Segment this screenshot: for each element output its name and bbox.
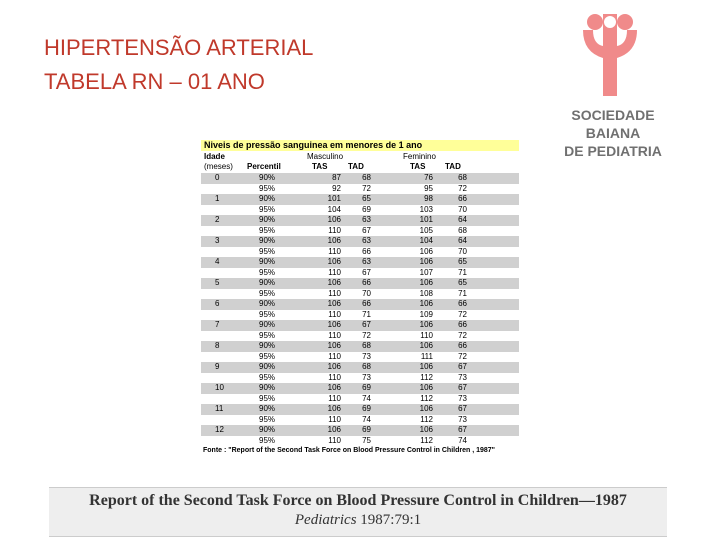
table-row <box>201 184 519 195</box>
table-row <box>201 362 519 373</box>
cell-male-tas: 110 <box>328 309 341 319</box>
cell-age: 10 <box>215 383 224 392</box>
cell-percentil: 90% <box>259 425 276 434</box>
cell-male-tas: 87 <box>332 173 341 182</box>
table-row <box>201 310 519 321</box>
cell-male-tas: 106 <box>327 404 341 413</box>
table-row <box>201 226 519 237</box>
header-male-tas: TAS <box>312 162 328 171</box>
table-row <box>201 320 519 331</box>
cell-female-tas: 106 <box>419 278 433 287</box>
cell-percentil: 95% <box>259 393 276 403</box>
cell-male-tad: 63 <box>362 257 371 266</box>
cell-male-tas: 106 <box>327 257 341 266</box>
header-female-tad: TAD <box>445 162 461 171</box>
header-percentil: Percentil <box>247 162 281 171</box>
cell-male-tas: 106 <box>327 320 341 329</box>
cell-male-tad: 67 <box>362 267 371 277</box>
cell-female-tad: 65 <box>458 257 467 266</box>
table-row <box>201 415 519 426</box>
table-row <box>201 173 519 184</box>
cell-male-tad: 68 <box>362 173 371 182</box>
cell-female-tas: 111 <box>420 351 433 361</box>
cell-male-tas: 106 <box>327 425 341 434</box>
cell-male-tad: 65 <box>362 194 371 203</box>
cell-percentil: 95% <box>259 204 276 214</box>
cell-male-tad: 66 <box>362 246 371 256</box>
cell-male-tas: 104 <box>327 204 341 214</box>
cell-female-tad: 72 <box>458 351 467 361</box>
cell-male-tad: 66 <box>362 278 371 287</box>
cell-male-tad: 73 <box>362 372 371 382</box>
cell-female-tad: 67 <box>458 404 467 413</box>
cell-female-tad: 67 <box>458 362 467 371</box>
cell-percentil: 90% <box>259 215 276 224</box>
cell-age: 2 <box>215 215 220 224</box>
cell-male-tad: 67 <box>362 320 371 329</box>
cell-female-tas: 106 <box>419 362 433 371</box>
cell-female-tad: 66 <box>458 341 467 350</box>
cell-male-tas: 106 <box>327 215 341 224</box>
table-row <box>201 394 519 405</box>
cell-percentil: 90% <box>259 257 276 266</box>
table-row <box>201 404 519 415</box>
cell-female-tas: 104 <box>419 236 433 245</box>
header-feminino: Feminino <box>403 152 436 161</box>
cell-age: 12 <box>215 425 224 434</box>
cell-female-tad: 72 <box>458 330 467 340</box>
cell-male-tad: 72 <box>362 330 371 340</box>
header-masculino: Masculino <box>307 152 344 161</box>
cell-male-tad: 69 <box>362 404 371 413</box>
cell-percentil: 95% <box>259 435 276 445</box>
cell-percentil: 90% <box>259 194 276 203</box>
cell-male-tad: 71 <box>362 309 371 319</box>
cell-male-tad: 68 <box>362 341 371 350</box>
header-idade: Idade <box>204 152 225 161</box>
cell-female-tas: 106 <box>419 320 433 329</box>
cell-male-tas: 106 <box>327 383 341 392</box>
cell-female-tas: 105 <box>419 225 433 235</box>
cell-percentil: 95% <box>259 183 276 193</box>
table-row <box>201 278 519 289</box>
cell-male-tas: 110 <box>328 225 341 235</box>
cell-female-tas: 106 <box>419 383 433 392</box>
cell-age: 9 <box>215 362 220 371</box>
cell-male-tad: 69 <box>362 204 371 214</box>
cell-percentil: 95% <box>259 246 276 256</box>
cell-age: 7 <box>215 320 220 329</box>
cell-female-tad: 74 <box>458 435 467 445</box>
cell-female-tad: 71 <box>458 288 467 298</box>
cell-female-tas: 106 <box>419 404 433 413</box>
cell-male-tas: 106 <box>327 236 341 245</box>
logo-text-line2: BAIANA <box>585 125 641 141</box>
reference-title: Report of the Second Task Force on Blood Pressure Control in Children—1987 <box>89 492 627 509</box>
cell-percentil: 95% <box>259 288 276 298</box>
cell-male-tas: 110 <box>328 267 341 277</box>
reference-volume: 1987:79:1 <box>356 512 422 528</box>
table-row <box>201 215 519 226</box>
cell-male-tas: 110 <box>328 435 341 445</box>
cell-percentil: 90% <box>259 173 276 182</box>
table-row <box>201 299 519 310</box>
cell-female-tas: 103 <box>419 204 433 214</box>
blood-pressure-table <box>201 140 519 455</box>
cell-female-tas: 108 <box>419 288 433 298</box>
cell-male-tas: 110 <box>328 330 341 340</box>
cell-female-tas: 98 <box>424 194 433 203</box>
cell-female-tas: 112 <box>420 372 433 382</box>
cell-percentil: 90% <box>259 320 276 329</box>
cell-percentil: 90% <box>259 404 276 413</box>
cell-age: 11 <box>215 404 224 413</box>
cell-female-tas: 106 <box>419 425 433 434</box>
cell-female-tas: 106 <box>419 299 433 308</box>
cell-male-tas: 106 <box>327 278 341 287</box>
cell-percentil: 95% <box>259 267 276 277</box>
cell-female-tad: 73 <box>458 414 467 424</box>
table-row <box>201 383 519 394</box>
society-logo <box>556 12 670 157</box>
table-row <box>201 257 519 268</box>
cell-percentil: 95% <box>259 330 276 340</box>
cell-female-tad: 73 <box>458 372 467 382</box>
cell-percentil: 90% <box>259 341 276 350</box>
cell-male-tad: 63 <box>362 215 371 224</box>
cell-percentil: 95% <box>259 351 276 361</box>
table-row <box>201 247 519 258</box>
cell-male-tas: 106 <box>327 341 341 350</box>
cell-male-tad: 74 <box>362 393 371 403</box>
cell-female-tad: 64 <box>458 215 467 224</box>
slide-title-line1: HIPERTENSÃO ARTERIAL <box>44 35 314 60</box>
table-title: Niveis de pressão sanguinea em menores de 1 ano <box>201 140 519 151</box>
table-row <box>201 331 519 342</box>
cell-male-tas: 110 <box>328 246 341 256</box>
cell-percentil: 90% <box>259 278 276 287</box>
cell-percentil: 95% <box>259 414 276 424</box>
header-female-tas: TAS <box>410 162 426 171</box>
cell-female-tad: 66 <box>458 299 467 308</box>
cell-female-tas: 107 <box>419 267 433 277</box>
cell-age: 8 <box>215 341 220 350</box>
reference-citation <box>49 513 667 528</box>
table-row <box>201 373 519 384</box>
cell-male-tas: 110 <box>328 351 341 361</box>
cell-male-tad: 63 <box>362 236 371 245</box>
cell-female-tas: 95 <box>424 183 433 193</box>
cell-male-tad: 73 <box>362 351 371 361</box>
cell-female-tad: 64 <box>458 236 467 245</box>
cell-percentil: 95% <box>259 225 276 235</box>
table-row <box>201 289 519 300</box>
cell-female-tas: 109 <box>419 309 433 319</box>
cell-male-tad: 67 <box>362 225 371 235</box>
cell-percentil: 90% <box>259 299 276 308</box>
cell-female-tas: 106 <box>419 246 433 256</box>
slide-title-line2: TABELA RN – 01 ANO <box>44 69 265 94</box>
header-meses: (meses) <box>204 162 233 171</box>
cell-female-tas: 112 <box>420 435 433 445</box>
table-row <box>201 205 519 216</box>
reference-journal: Pediatrics <box>294 512 357 528</box>
cell-percentil: 90% <box>259 362 276 371</box>
cell-percentil: 90% <box>259 383 276 392</box>
table-row <box>201 436 519 447</box>
cell-age: 0 <box>215 173 220 182</box>
cell-male-tas: 110 <box>328 372 341 382</box>
cell-age: 3 <box>215 236 220 245</box>
cell-male-tas: 92 <box>332 183 341 193</box>
cell-male-tas: 110 <box>328 393 341 403</box>
table-row <box>201 425 519 436</box>
cell-percentil: 90% <box>259 236 276 245</box>
cell-male-tad: 70 <box>362 288 371 298</box>
cell-female-tas: 76 <box>424 173 433 182</box>
cross-heart-logo-icon <box>581 12 641 98</box>
cell-male-tas: 106 <box>327 362 341 371</box>
cell-female-tas: 106 <box>419 257 433 266</box>
cell-male-tad: 75 <box>362 435 371 445</box>
cell-female-tad: 70 <box>458 204 467 214</box>
cell-female-tas: 106 <box>419 341 433 350</box>
cell-male-tas: 106 <box>327 299 341 308</box>
table-row <box>201 268 519 279</box>
cell-female-tas: 112 <box>420 393 433 403</box>
logo-text-line3: DE PEDIATRIA <box>564 144 662 157</box>
cell-male-tas: 110 <box>328 288 341 298</box>
table-row <box>201 236 519 247</box>
cell-female-tad: 70 <box>458 246 467 256</box>
cell-male-tad: 69 <box>362 383 371 392</box>
cell-female-tas: 112 <box>420 414 433 424</box>
cell-female-tad: 66 <box>458 194 467 203</box>
cell-male-tad: 74 <box>362 414 371 424</box>
header-male-tad: TAD <box>348 162 364 171</box>
cell-percentil: 95% <box>259 372 276 382</box>
cell-male-tas: 110 <box>328 414 341 424</box>
reference-box <box>49 487 667 537</box>
cell-male-tad: 66 <box>362 299 371 308</box>
cell-female-tad: 67 <box>458 425 467 434</box>
cell-female-tad: 72 <box>458 309 467 319</box>
cell-age: 1 <box>215 194 220 203</box>
cell-female-tad: 68 <box>458 225 467 235</box>
cell-female-tad: 68 <box>458 173 467 182</box>
cell-age: 6 <box>215 299 220 308</box>
cell-percentil: 95% <box>259 309 276 319</box>
cell-female-tad: 66 <box>458 320 467 329</box>
cell-female-tad: 67 <box>458 383 467 392</box>
table-row <box>201 341 519 352</box>
cell-female-tad: 65 <box>458 278 467 287</box>
cell-age: 4 <box>215 257 220 266</box>
table-source: Fonte : "Report of the Second Task Force on Blood Pressure Control in Children , 1987" <box>203 447 495 454</box>
cell-male-tad: 68 <box>362 362 371 371</box>
cell-female-tas: 110 <box>420 330 433 340</box>
cell-female-tad: 73 <box>458 393 467 403</box>
cell-female-tad: 72 <box>458 183 467 193</box>
table-row <box>201 194 519 205</box>
cell-male-tad: 69 <box>362 425 371 434</box>
cell-female-tas: 101 <box>419 215 433 224</box>
table-row <box>201 352 519 363</box>
cell-male-tas: 101 <box>327 194 341 203</box>
cell-age: 5 <box>215 278 220 287</box>
cell-female-tad: 71 <box>458 267 467 277</box>
logo-text-line1: SOCIEDADE <box>571 107 655 123</box>
cell-male-tad: 72 <box>362 183 371 193</box>
